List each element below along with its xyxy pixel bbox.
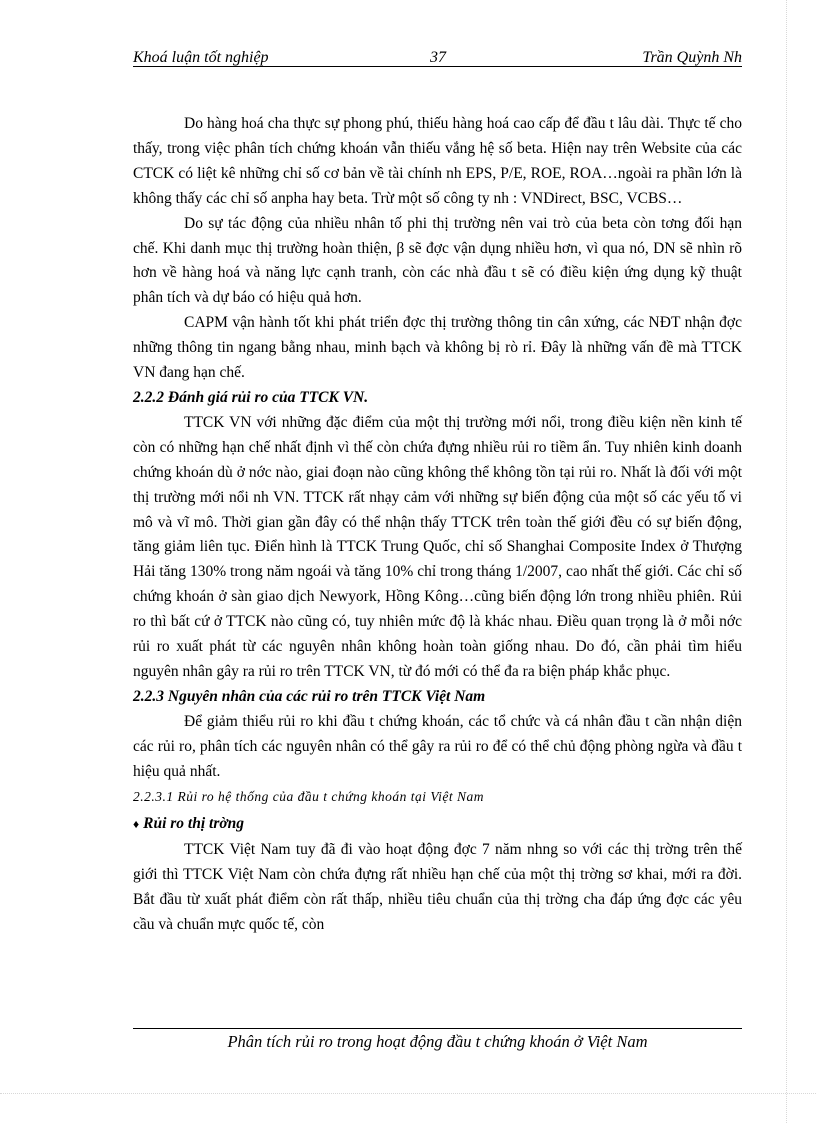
- header-divider: [133, 66, 742, 67]
- footer-divider: [133, 1028, 742, 1029]
- paragraph-risk-reduction: Để giảm thiểu rủi ro khi đầu t chứng khoán, các tổ chức và cá nhân đầu t cần nhận diện các rủi ro, phân tích các nguyên nhân có thể gây ra rủi ro để có thể chủ động phòng ngừa và đầu t hiệu quả nhất.: [133, 712, 742, 780]
- paragraph-market-risk: TTCK Việt Nam tuy đã đi vào hoạt động đợc 7 năm nhng so với các thị trờng trên thế giới thì TTCK Việt Nam còn chứa đựng rất nhiều hạn chế của một thị trờng sơ khai, mới ra đời. Bắt đầu từ xuất phát điểm còn rất thấp, nhiều tiêu chuẩn của thị trờng cha đáp ứng đợc các yêu cầu và chuẩn mực quốc tế, còn: [133, 841, 742, 934]
- diamond-bullet-icon: ♦: [133, 817, 140, 832]
- paragraph-beta-limitations: Do sự tác động của nhiều nhân tố phi thị trường nên vai trò của beta còn tơng đối hạn chế. Khi danh mục thị trường hoàn thiện, β sẽ đợc vận dụng nhiều hơn, vì qua nó, DN sẽ nhìn rõ hơn về hàng hoá và năng lực cạnh tranh, còn các nhà đầu t sẽ có điều kiện ứng dụng kỹ thuật phân tích và dự báo có hiệu quả hơn.: [133, 214, 742, 307]
- header-author-name: Trần Quỳnh Nh: [642, 49, 742, 66]
- section-heading-2-2-3: 2.2.3 Nguyên nhân của các rủi ro trên TTCK Việt Nam: [133, 687, 486, 705]
- page-footer: Phân tích rủi ro trong hoạt động đầu t chứng khoán ở Việt Nam: [227, 1032, 648, 1051]
- paragraph-risk-assessment: TTCK VN với những đặc điểm của một thị trường mới nổi, trong điều kiện nền kinh tế còn có những hạn chế nhất định vì thế còn chứa đựng nhiều rủi ro tiềm ẩn. Tuy nhiên kinh doanh chứng khoán dù ở nớc nào, giai đoạn nào cũng không thể không tồn tại rủi ro. Nhất là đối với một thị trường mới nổi nh VN. TTCK rất nhạy cảm với những sự biến động của một số các yếu tố vi mô và vĩ mô. Thời gian gần đây có thể nhận thấy TTCK trên toàn thế giới đều có sự biến động, tăng giảm liên tục. Điển hình là TTCK Trung Quốc, chỉ số Shanghai Composite Index ở Thượng Hải tăng 130% trong năm ngoái và tăng 10% chỉ trong tháng 1/2007, cao nhất thế giới. Các chỉ số chứng khoán ở sàn giao dịch Newyork, Hồng Kông…cũng biến động lớn trong nhiều phiên. Rủi ro thì bất cứ ở TTCK nào cũng có, tuy nhiên mức độ là khác nhau. Điều quan trọng là ở mỗi nớc rủi ro xuất phát từ các nguyên nhân không hoàn toàn giống nhau. Do đó, cần phải tìm hiểu nguyên nhân gây ra rủi ro trên TTCK VN, từ đó mới có thể đa ra biện pháp khắc phục.: [133, 413, 742, 680]
- header-thesis-label: Khoá luận tốt nghiệp: [133, 49, 269, 66]
- page-number: 37: [430, 49, 446, 66]
- paragraph-capm: CAPM vận hành tốt khi phát triển đợc thị trường thông tin cân xứng, các NĐT nhận đợc những thông tin ngang bằng nhau, minh bạch và không bị rò rỉ. Đây là những vấn đề mà TTCK VN đang hạn chế.: [133, 314, 742, 382]
- page-edge-vertical: [786, 0, 787, 1123]
- market-risk-heading: [133, 810, 742, 838]
- paragraph-beta-coefficient: Do hàng hoá cha thực sự phong phú, thiếu hàng hoá cao cấp để đầu t lâu dài. Thực tế cho thấy, trong việc phân tích chứng khoán vẫn thiếu vắng hệ số beta. Hiện nay trên Website của các CTCK có liệt kê những chỉ số cơ bản về tài chính nh EPS, P/E, ROE, ROA…ngoài ra phần lớn là không thấy các chỉ số anpha hay beta. Trừ một số công ty nh : VNDirect, BSC, VCBS…: [133, 115, 742, 207]
- market-risk-heading-text: Rủi ro thị trờng: [143, 815, 245, 833]
- page-body: [133, 112, 742, 938]
- subsection-heading-2-2-3-1: 2.2.3.1 Rủi ro hệ thống của đầu t chứng khoán tại Việt Nam: [133, 789, 484, 805]
- page-edge-horizontal: [0, 1093, 816, 1094]
- section-heading-2-2-2: 2.2.2 Đánh giá rủi ro của TTCK VN.: [133, 388, 369, 406]
